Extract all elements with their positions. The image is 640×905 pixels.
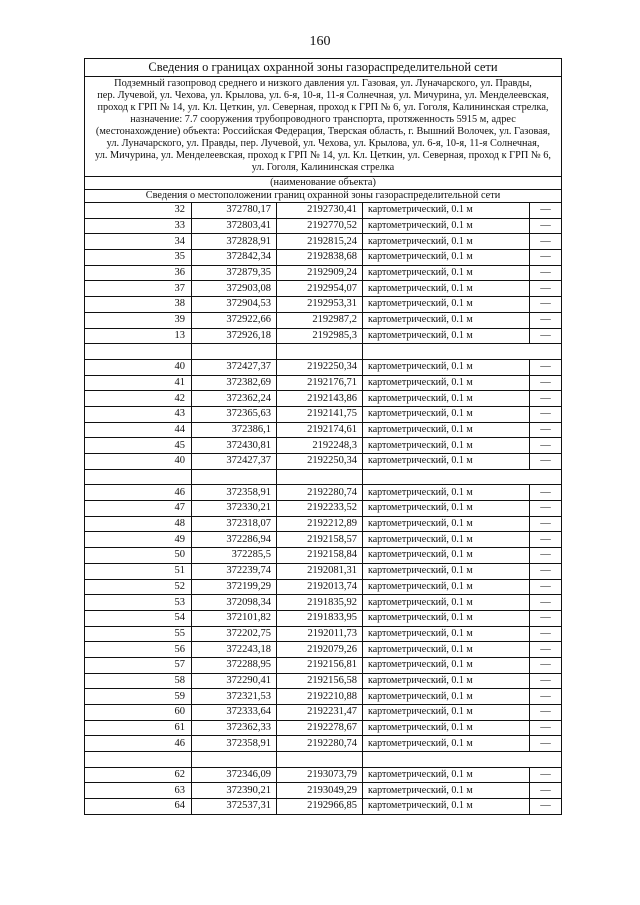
note-dash: — [530,485,562,501]
accuracy-method: картометрический, 0.1 м [363,548,530,564]
accuracy-method: картометрический, 0.1 м [363,705,530,721]
coordinate-x: 372346,09 [192,767,277,783]
point-number: 47 [85,501,192,517]
coordinate-y: 2191833,95 [277,610,363,626]
accuracy-method: картометрический, 0.1 м [363,579,530,595]
table-row [85,218,562,234]
point-number: 56 [85,642,192,658]
point-number: 36 [85,265,192,281]
accuracy-method: картометрический, 0.1 м [363,359,530,375]
coordinate-y: 2192174,61 [277,422,363,438]
note-dash: — [530,406,562,422]
table-row [85,250,562,266]
note-dash: — [530,359,562,375]
coordinate-x: 372101,82 [192,610,277,626]
accuracy-method: картометрический, 0.1 м [363,595,530,611]
table-row [85,579,562,595]
note-dash: — [530,234,562,250]
note-dash: — [530,281,562,297]
accuracy-method: картометрический, 0.1 м [363,375,530,391]
coordinate-x: 372285,5 [192,548,277,564]
note-dash: — [530,563,562,579]
note-dash: — [530,516,562,532]
coordinate-y: 2192987,2 [277,312,363,328]
point-number: 46 [85,736,192,752]
coordinate-x: 372288,95 [192,657,277,673]
empty-cell [192,469,277,485]
coordinate-y: 2192250,34 [277,359,363,375]
table-row [85,783,562,799]
note-dash: — [530,783,562,799]
note-dash: — [530,736,562,752]
coordinate-y: 2192156,58 [277,673,363,689]
empty-cell [277,344,363,360]
coordinate-x: 372318,07 [192,516,277,532]
coordinate-y: 2192953,31 [277,297,363,313]
empty-cell [277,469,363,485]
note-dash: — [530,689,562,705]
accuracy-method: картометрический, 0.1 м [363,563,530,579]
section-caption-row [85,190,562,203]
table-row [85,595,562,611]
empty-cell [85,344,192,360]
note-dash: — [530,328,562,344]
point-number: 48 [85,516,192,532]
description-line: Подземный газопровод среднего и низкого давления ул. Газовая, ул. Луначарского, ул. Правды, [114,78,532,89]
coordinate-y: 2192231,47 [277,705,363,721]
table-row [85,626,562,642]
coordinate-y: 2192248,3 [277,438,363,454]
point-number: 35 [85,250,192,266]
note-dash: — [530,705,562,721]
table-row [85,516,562,532]
coordinate-y: 2192985,3 [277,328,363,344]
coordinate-x: 372842,34 [192,250,277,266]
point-number: 42 [85,391,192,407]
empty-cell [192,752,277,768]
table-row [85,375,562,391]
point-number: 54 [85,610,192,626]
coordinate-y: 2192280,74 [277,736,363,752]
coordinate-x: 372386,1 [192,422,277,438]
coordinate-x: 372922,66 [192,312,277,328]
coordinate-y: 2192158,57 [277,532,363,548]
table-row [85,610,562,626]
coordinate-y: 2192156,81 [277,657,363,673]
table-row [85,312,562,328]
point-number: 45 [85,438,192,454]
point-number: 52 [85,579,192,595]
object-description [85,77,562,177]
table-row [85,234,562,250]
empty-cell [85,469,192,485]
boundary-table [84,58,562,815]
accuracy-method: картометрический, 0.1 м [363,438,530,454]
accuracy-method: картометрический, 0.1 м [363,783,530,799]
accuracy-method: картометрический, 0.1 м [363,203,530,219]
coordinate-y: 2192011,73 [277,626,363,642]
coordinate-x: 372321,53 [192,689,277,705]
table-row [85,391,562,407]
note-dash: — [530,767,562,783]
coordinate-y: 2192838,68 [277,250,363,266]
coordinate-x: 372362,24 [192,391,277,407]
accuracy-method: картометрический, 0.1 м [363,767,530,783]
point-number: 33 [85,218,192,234]
coordinate-y: 2192909,24 [277,265,363,281]
coordinate-y: 2193073,79 [277,767,363,783]
table-title: Сведения о границах охранной зоны газораспределительной сети [85,59,562,77]
table-row [85,657,562,673]
note-dash: — [530,657,562,673]
accuracy-method: картометрический, 0.1 м [363,250,530,266]
note-dash: — [530,265,562,281]
accuracy-method: картометрический, 0.1 м [363,720,530,736]
table-row [85,406,562,422]
coordinate-x: 372430,81 [192,438,277,454]
point-number: 50 [85,548,192,564]
note-dash: — [530,203,562,219]
point-number: 44 [85,422,192,438]
coordinate-x: 372879,35 [192,265,277,281]
accuracy-method: картометрический, 0.1 м [363,799,530,815]
table-row [85,281,562,297]
point-number: 58 [85,673,192,689]
empty-cell [363,469,562,485]
coordinate-x: 372803,41 [192,218,277,234]
table-row [85,548,562,564]
table-row [85,454,562,470]
point-number: 49 [85,532,192,548]
point-number: 40 [85,454,192,470]
coordinate-y: 2192013,74 [277,579,363,595]
table-row [85,799,562,815]
coordinate-x: 372780,17 [192,203,277,219]
table-row [85,438,562,454]
coordinate-y: 2192212,89 [277,516,363,532]
coordinate-y: 2191835,92 [277,595,363,611]
coordinate-y: 2192143,86 [277,391,363,407]
table-row [85,485,562,501]
coordinate-y: 2192233,52 [277,501,363,517]
point-number: 63 [85,783,192,799]
coordinate-x: 372427,37 [192,454,277,470]
note-dash: — [530,673,562,689]
coordinate-y: 2192815,24 [277,234,363,250]
coordinate-y: 2192730,41 [277,203,363,219]
empty-cell [363,752,562,768]
point-number: 61 [85,720,192,736]
table-row [85,328,562,344]
point-number: 41 [85,375,192,391]
accuracy-method: картометрический, 0.1 м [363,657,530,673]
note-dash: — [530,501,562,517]
description-line: пер. Лучевой, ул. Чехова, ул. Крылова, ул. 6-я, 10-я, 11-я Солнечная, ул. Мичурина, ул. Менделеевская, [97,90,549,101]
accuracy-method: картометрический, 0.1 м [363,406,530,422]
coordinate-x: 372427,37 [192,359,277,375]
note-dash: — [530,532,562,548]
coordinate-x: 372537,31 [192,799,277,815]
accuracy-method: картометрический, 0.1 м [363,234,530,250]
accuracy-method: картометрический, 0.1 м [363,328,530,344]
description-line: ул. Мичурина, ул. Менделеевская, проход к ГРП № 14, ул. Кл. Цеткин, ул. Северная, проход к ГРП № 6, [95,150,551,161]
note-dash: — [530,454,562,470]
note-dash: — [530,642,562,658]
point-number: 38 [85,297,192,313]
note-dash: — [530,720,562,736]
note-dash: — [530,312,562,328]
table-row [85,563,562,579]
point-number: 34 [85,234,192,250]
coordinate-y: 2193049,29 [277,783,363,799]
point-number: 32 [85,203,192,219]
table-row [85,297,562,313]
coordinate-x: 372362,33 [192,720,277,736]
accuracy-method: картометрический, 0.1 м [363,297,530,313]
accuracy-method: картометрический, 0.1 м [363,485,530,501]
point-number: 62 [85,767,192,783]
coordinate-x: 372926,18 [192,328,277,344]
note-dash: — [530,375,562,391]
description-line: ул. Луначарского, ул. Правды, пер. Лучевой, ул. Чехова, ул. Крылова, ул. 6-я, 10-я, 11-я Солнечная, [106,138,540,149]
note-dash: — [530,626,562,642]
point-number: 37 [85,281,192,297]
object-caption-row [85,177,562,190]
coordinate-x: 372382,69 [192,375,277,391]
coordinate-y: 2192176,71 [277,375,363,391]
description-row [85,77,562,177]
coordinate-x: 372290,41 [192,673,277,689]
empty-cell [363,344,562,360]
section-caption: Сведения о местоположении границ охранной зоны газораспределительной сети [85,190,562,203]
table-row [85,501,562,517]
separator-row [85,469,562,485]
table-row [85,767,562,783]
coordinate-x: 372904,53 [192,297,277,313]
note-dash: — [530,297,562,313]
note-dash: — [530,218,562,234]
accuracy-method: картометрический, 0.1 м [363,610,530,626]
coordinate-x: 372358,91 [192,736,277,752]
note-dash: — [530,610,562,626]
accuracy-method: картометрический, 0.1 м [363,642,530,658]
table-row [85,359,562,375]
empty-cell [85,752,192,768]
coordinate-x: 372903,08 [192,281,277,297]
table-row [85,705,562,721]
table-row [85,642,562,658]
table-row [85,736,562,752]
description-line: ул. Гоголя, Калининская стрелка [251,162,395,173]
point-number: 39 [85,312,192,328]
coordinate-y: 2192158,84 [277,548,363,564]
note-dash: — [530,438,562,454]
coordinate-x: 372390,21 [192,783,277,799]
coordinate-x: 372202,75 [192,626,277,642]
empty-cell [277,752,363,768]
coordinate-x: 372358,91 [192,485,277,501]
accuracy-method: картометрический, 0.1 м [363,312,530,328]
object-caption: (наименование объекта) [85,177,562,190]
accuracy-method: картометрический, 0.1 м [363,501,530,517]
accuracy-method: картометрический, 0.1 м [363,532,530,548]
table-row [85,265,562,281]
note-dash: — [530,422,562,438]
coordinate-x: 372199,29 [192,579,277,595]
coordinate-x: 372243,18 [192,642,277,658]
coordinate-y: 2192141,75 [277,406,363,422]
table-row [85,720,562,736]
description-line: назначение: 7.7 сооружения трубопроводного транспорта, протяженность 5915 м, адрес [130,114,516,125]
accuracy-method: картометрический, 0.1 м [363,736,530,752]
point-number: 64 [85,799,192,815]
coordinate-y: 2192966,85 [277,799,363,815]
accuracy-method: картометрический, 0.1 м [363,626,530,642]
empty-cell [192,344,277,360]
table-row [85,422,562,438]
table-row [85,673,562,689]
coordinate-x: 372286,94 [192,532,277,548]
page-number: 160 [309,34,331,49]
description-line: (местонахождение) объекта: Российская Федерация, Тверская область, г. Вышний Волочек, ул. Газовая, [95,126,551,137]
point-number: 57 [85,657,192,673]
note-dash: — [530,250,562,266]
coordinate-y: 2192280,74 [277,485,363,501]
table-row [85,689,562,705]
note-dash: — [530,391,562,407]
accuracy-method: картометрический, 0.1 м [363,281,530,297]
coordinate-y: 2192954,07 [277,281,363,297]
coordinate-y: 2192770,52 [277,218,363,234]
point-number: 53 [85,595,192,611]
accuracy-method: картометрический, 0.1 м [363,422,530,438]
accuracy-method: картометрический, 0.1 м [363,454,530,470]
point-number: 55 [85,626,192,642]
point-number: 40 [85,359,192,375]
point-number: 46 [85,485,192,501]
point-number: 51 [85,563,192,579]
table-row [85,532,562,548]
description-line: проход к ГРП № 14, ул. Кл. Цеткин, ул. Северная, проход к ГРП № 6, ул. Гоголя, Калининская стрелка, [97,102,549,113]
coordinate-x: 372365,63 [192,406,277,422]
note-dash: — [530,799,562,815]
note-dash: — [530,579,562,595]
point-number: 13 [85,328,192,344]
coordinate-x: 372828,91 [192,234,277,250]
accuracy-method: картометрический, 0.1 м [363,391,530,407]
coordinate-y: 2192081,31 [277,563,363,579]
coordinate-y: 2192250,34 [277,454,363,470]
accuracy-method: картометрический, 0.1 м [363,673,530,689]
coordinate-y: 2192210,88 [277,689,363,705]
point-number: 59 [85,689,192,705]
separator-row [85,344,562,360]
coordinate-x: 372239,74 [192,563,277,579]
coordinate-x: 372098,34 [192,595,277,611]
coordinate-y: 2192278,67 [277,720,363,736]
title-row [85,59,562,77]
coordinate-x: 372333,64 [192,705,277,721]
separator-row [85,752,562,768]
coordinate-x: 372330,21 [192,501,277,517]
point-number: 60 [85,705,192,721]
coordinate-y: 2192079,26 [277,642,363,658]
accuracy-method: картометрический, 0.1 м [363,218,530,234]
table-row [85,203,562,219]
accuracy-method: картометрический, 0.1 м [363,689,530,705]
point-number: 43 [85,406,192,422]
accuracy-method: картометрический, 0.1 м [363,516,530,532]
note-dash: — [530,548,562,564]
accuracy-method: картометрический, 0.1 м [363,265,530,281]
note-dash: — [530,595,562,611]
